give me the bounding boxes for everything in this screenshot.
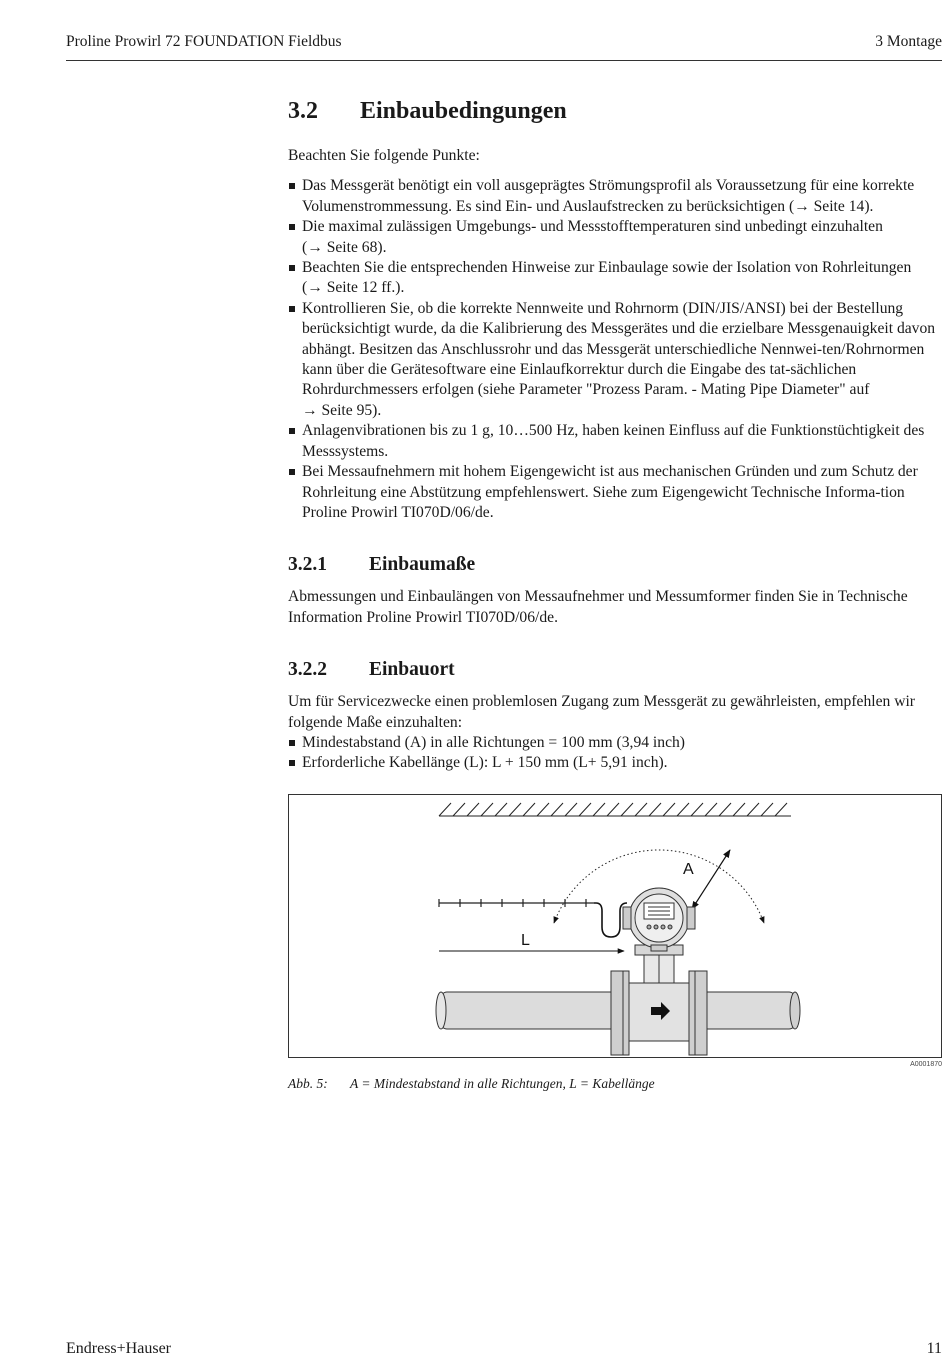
- section-intro: Beachten Sie folgende Punkte:: [288, 147, 480, 164]
- transmitter-housing: [623, 888, 695, 951]
- list-item: Bei Messaufnehmern mit hohem Eigengewicht ist aus mechanischen Gründen und zum Schutz der Rohrleitung eine Abstützung empfehlenswert. Siehe zum Eigengewicht Technische Informa-tion Proline Prowirl TI070D/06/de.: [288, 462, 942, 523]
- list-item: Das Messgerät benötigt ein voll ausgeprägtes Strömungsprofil als Voraussetzung für eine korrekte Volumenstrommessung. Es sind Ein- und Auslaufstrecken zu berücksichtigen (→ Seite 14).: [288, 176, 942, 217]
- subsection-text-2: Um für Servicezwecke einen problemlosen Zugang zum Messgerät zu gewährleisten, empfehlen wir folgende Maße einzuhalten:: [288, 693, 915, 731]
- header-title: Proline Prowirl 72 FOUNDATION Fieldbus: [66, 33, 342, 50]
- list-item: Beachten Sie die entsprechenden Hinweise zur Einbaulage sowie der Isolation von Rohrleitungen (→ Seite 12 ff.).: [288, 258, 942, 299]
- page-header: [66, 30, 942, 61]
- section-heading: [288, 96, 942, 126]
- header-chapter: 3 Montage: [875, 33, 942, 50]
- page-reference-link[interactable]: → Seite 12 ff.: [307, 279, 396, 297]
- subsection-text-1: Abmessungen und Einbaulängen von Messaufnehmer und Messumformer finden Sie in Technische Information Proline Prowirl TI070D/06/de.: [288, 588, 908, 626]
- subsection-title: Einbauort: [369, 659, 455, 681]
- installation-diagram: [289, 795, 941, 1057]
- subsection-number: 3.2.1: [288, 554, 327, 576]
- subsection-heading-2: [288, 658, 942, 682]
- subsection-heading-1: [288, 553, 942, 577]
- cable-tray: [439, 899, 594, 907]
- ceiling-hatch: [439, 803, 791, 816]
- figure-caption: [288, 1074, 942, 1094]
- meter-body: [611, 971, 707, 1055]
- list-item: Erforderliche Kabellänge (L): L + 150 mm (L+ 5,91 inch).: [288, 753, 942, 773]
- list-item: Anlagenvibrationen bis zu 1 g, 10…500 Hz, haben keinen Einfluss auf die Funktionstüchtigkeit des Messsystems.: [288, 421, 942, 462]
- section-title: Einbaubedingungen: [360, 98, 567, 124]
- page-number: 11: [926, 1340, 942, 1357]
- list-item: Die maximal zulässigen Umgebungs- und Messstofftemperaturen sind unbedingt einzuhalten (→ Seite 68).: [288, 217, 942, 258]
- page-reference-link[interactable]: → Seite 68: [307, 238, 378, 256]
- figure-code: A0001870: [910, 1060, 942, 1068]
- requirements-list: [288, 176, 942, 523]
- list-item: Kontrollieren Sie, ob die korrekte Nennweite und Rohrnorm (DIN/JIS/ANSI) bei der Bestellung berücksichtigt wurde, da die Kalibrierung des Messgerätes und die erzielbare Messgenauigkeit davon abhängt. Besitzen das Anschlussrohr und das Messgerät unterschiedliche Nennwei-ten/Rohrnormen kann über die Gerätesoftware eine Einlaufkorrektur durch die Eingabe des tat-sächlichen Rohrdurchmessers erfolgen (siehe Parameter "Prozess Param. - Mating Pipe Diameter" auf → Seite 95).: [288, 299, 942, 421]
- cable: [594, 903, 627, 937]
- page-reference-link[interactable]: → Seite 14: [794, 197, 865, 215]
- label-a: A: [683, 860, 694, 878]
- caption-text: A = Mindestabstand in alle Richtungen, L = Kabellänge: [350, 1075, 655, 1091]
- list-item: Mindestabstand (A) in alle Richtungen = 100 mm (3,94 inch): [288, 733, 942, 753]
- page-reference-link[interactable]: → Seite 95: [302, 401, 373, 419]
- caption-number: Abb. 5:: [288, 1075, 328, 1091]
- distance-a-arrow: [692, 850, 730, 909]
- main-content: [288, 96, 942, 1094]
- installation-figure: [288, 794, 942, 1058]
- subsection-title: Einbaumaße: [369, 554, 476, 576]
- subsection-number: 3.2.2: [288, 659, 327, 681]
- footer-brand: Endress+Hauser: [66, 1340, 171, 1357]
- distance-list: [288, 733, 942, 774]
- section-number: 3.2: [288, 98, 318, 124]
- label-l: L: [521, 931, 530, 949]
